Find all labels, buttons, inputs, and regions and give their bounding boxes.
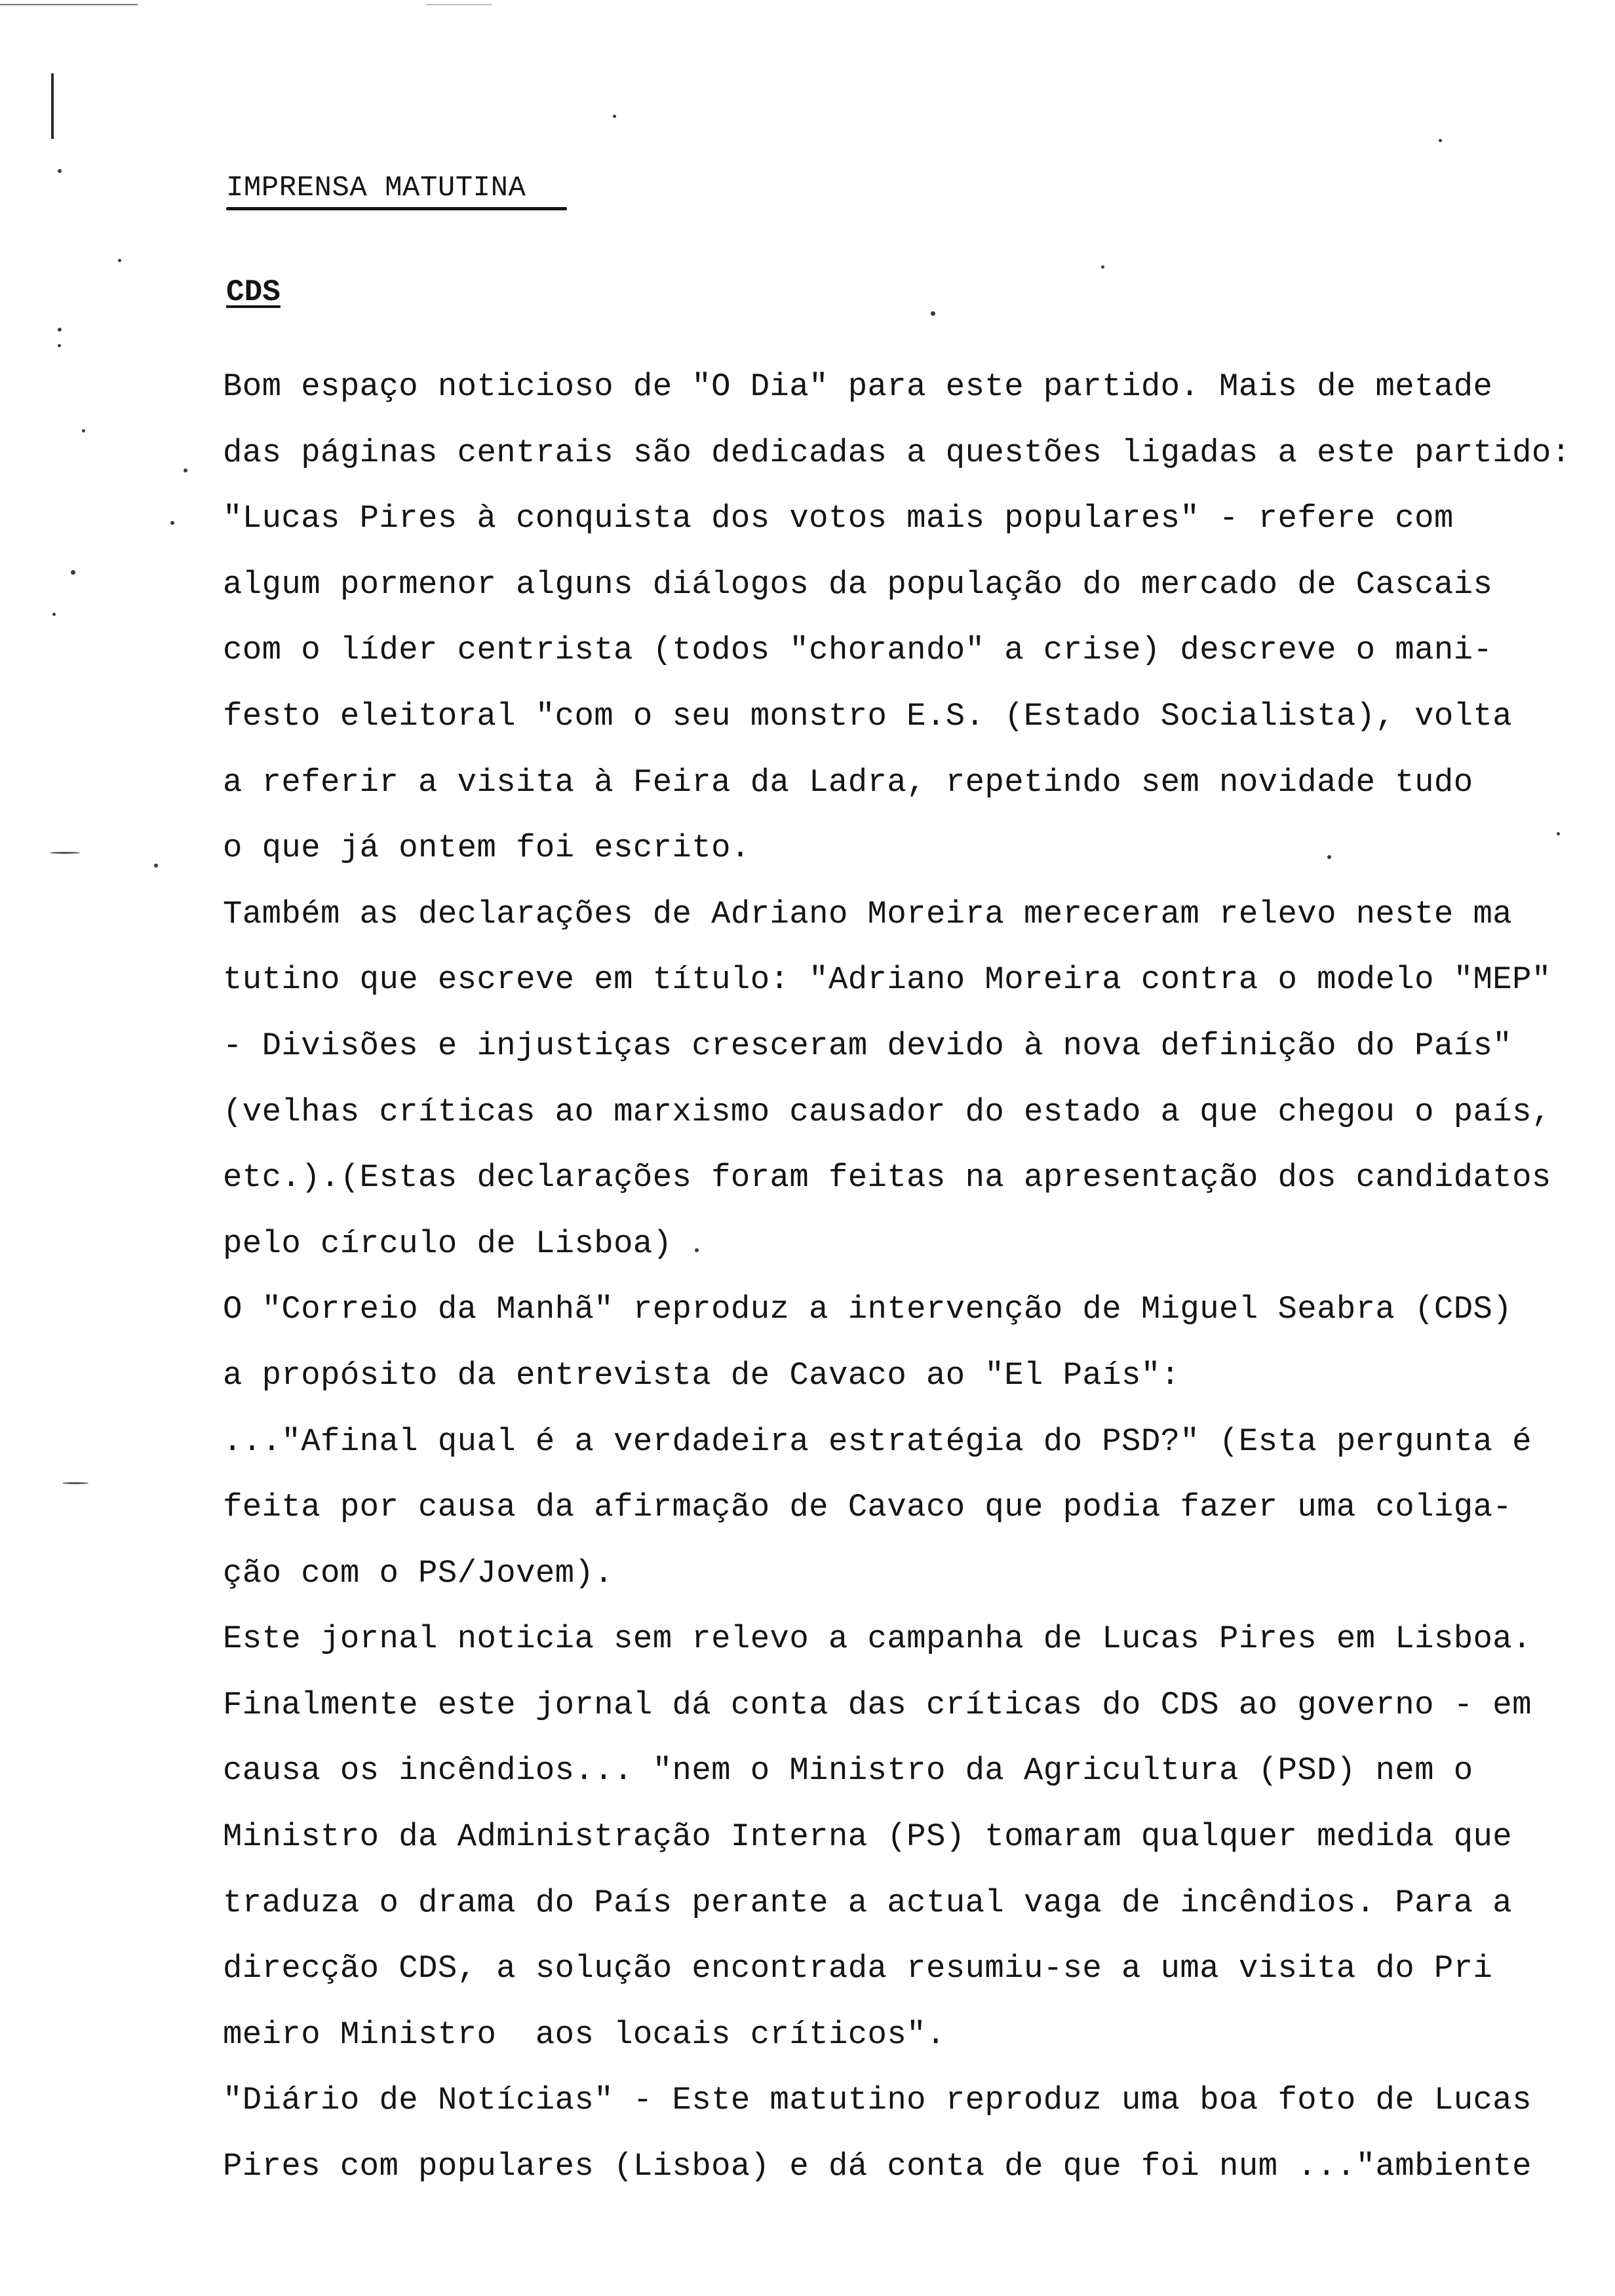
text-line: causa os incêndios... "nem o Ministro da Agricultura (PSD) nem o [223, 1752, 1473, 1789]
text-line: a propósito da entrevista de Cavaco ao "El País": [223, 1356, 1180, 1394]
text-line: (velhas críticas ao marxismo causador do estado a que chegou o país, [223, 1093, 1551, 1130]
scan-speck [695, 1248, 699, 1252]
text-line: Pires com populares (Lisboa) e dá conta de que foi num ..."ambiente [223, 2148, 1532, 2185]
scan-speck [52, 613, 56, 616]
text-line: algum pormenor alguns diálogos da população do mercado de Cascais [223, 565, 1493, 603]
text-line: Também as declarações de Adriano Moreira mereceram relevo neste ma [223, 895, 1513, 932]
scan-speck [58, 328, 62, 332]
scan-speck [613, 115, 616, 118]
scan-speck [931, 311, 935, 316]
text-line: etc.).(Estas declarações foram feitas na apresentação dos candidatos [223, 1159, 1551, 1196]
scan-speck [1327, 855, 1331, 859]
text-line: festo eleitoral "com o seu monstro E.S. (Estado Socialista), volta [223, 697, 1513, 735]
text-line: direcção CDS, a solução encontrada resumiu-se a uma visita do Pri [223, 1950, 1493, 1987]
scan-speck [184, 469, 187, 472]
scan-speck [58, 169, 62, 173]
text-line: ção com o PS/Jovem). [223, 1554, 614, 1592]
text-line: traduza o drama do País perante a actual vaga de incêndios. Para a [223, 1884, 1513, 1921]
scan-speck [1439, 139, 1442, 142]
scan-speck [58, 344, 61, 347]
text-line: Finalmente este jornal dá conta das críticas do CDS ao governo - em [223, 1686, 1532, 1723]
text-line: o que já ontem foi escrito. [223, 830, 750, 867]
margin-curve-mark [62, 1482, 88, 1484]
scan-speck [154, 864, 158, 868]
scan-speck [170, 521, 174, 525]
margin-bar-mark [51, 73, 54, 139]
scan-speck [1557, 832, 1560, 835]
text-line: tutino que escreve em título: "Adriano Moreira contra o modelo "MEP" [223, 961, 1551, 999]
document-heading: IMPRENSA MATUTINA [226, 172, 526, 204]
text-line: Ministro da Administração Interna (PS) tomaram qualquer medida que [223, 1818, 1513, 1856]
text-line: Este jornal noticia sem relevo a campanha de Lucas Pires em Lisboa. [223, 1620, 1532, 1658]
scan-speck [1101, 265, 1104, 269]
text-line: meiro Ministro aos locais críticos". [223, 2016, 946, 2053]
scan-speck [82, 429, 85, 432]
scan-speck [71, 570, 75, 575]
text-line: pelo círculo de Lisboa) [223, 1225, 672, 1262]
page-edge-rule [0, 4, 138, 5]
text-line: das páginas centrais são dedicadas a questões ligadas a este partido: [223, 434, 1571, 471]
text-line: Bom espaço noticioso de "O Dia" para este partido. Mais de metade [223, 368, 1493, 405]
text-line: "Diário de Notícias" - Este matutino reproduz uma boa foto de Lucas [223, 2082, 1532, 2119]
text-line: ..."Afinal qual é a verdadeira estratégia do PSD?" (Esta pergunta é [223, 1423, 1532, 1460]
page-edge-rule [426, 4, 492, 5]
text-line: com o líder centrista (todos "chorando" a crise) descreve o mani- [223, 632, 1493, 669]
text-line: a referir a visita à Feira da Ladra, repetindo sem novidade tudo [223, 763, 1473, 801]
body-text [223, 354, 1573, 2200]
section-title: CDS [226, 275, 281, 309]
text-line: feita por causa da afirmação de Cavaco que podia fazer uma coliga- [223, 1489, 1513, 1526]
text-line: O "Correio da Manhã" reproduz a intervenção de Miguel Seabra (CDS) [223, 1291, 1513, 1328]
text-line: "Lucas Pires à conquista dos votos mais populares" - refere com [223, 500, 1454, 537]
heading-underline [226, 207, 567, 210]
text-line: - Divisões e injustiças cresceram devido à nova definição do País" [223, 1027, 1513, 1064]
margin-curve-mark [50, 852, 80, 854]
scan-speck [118, 259, 121, 262]
